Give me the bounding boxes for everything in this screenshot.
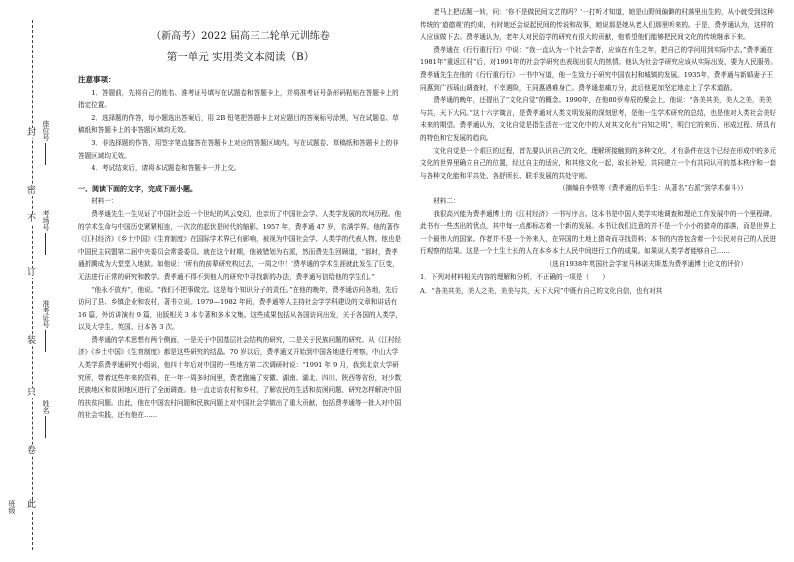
unit-title: 第一单元 实用类文本阅读（B）: [166, 51, 315, 63]
fold-char: 卷: [27, 446, 37, 456]
material-label: 材料一：: [91, 197, 118, 206]
notice-heading: 注意事项：: [78, 75, 116, 84]
fold-char: 封: [27, 128, 37, 138]
passage-paragraph: 费孝通在《行行重行行》中说：“我一直认为一个社会学者，应该在有生之年，把自己的学问用到实际中去。”费孝通在1981年“重返江村”后，对1991年的社会学研究也表现出很大的热情。他认为社会学研究应该从实际出发，要为人民服务。费孝通先生在他的《行行重行行》一书中写道，他一生致力于研究中国农村和城镇的发展。1935年，费孝通与新婚妻子王同惠到广西瑶山调查时，不幸遇险，王同惠遇难身亡。费孝通悲痛万分，此后他更加坚定地走上了学术道路。: [420, 45, 777, 92]
source-citation: （摘编自李铁等《费孝通的后半生：从著名“右派”到学术泰斗》）: [558, 184, 747, 193]
fold-char: 订: [27, 268, 37, 278]
exam-number-label: 准考证号: [42, 300, 50, 352]
passage-paragraph: 费孝通的晚年，还提出了“文化自觉”的概念。1990年，在他80岁寿辰的聚会上，他说：“各美其美，美人之美，美美与共，天下大同。”这十六字箴言，是费孝通对人类文明发展的深刻思考，是他一生学术研究的总结，也是他对人类社会美好未来的期望。费孝通认为，文化自觉是指生活在一定文化中的人对其文化有“自知之明”，明白它的来历、形成过程、所具有的特色和它发展的趋向。: [420, 96, 777, 142]
seat-number-label: 座位号: [42, 120, 50, 165]
room-number-label: 考场号: [42, 210, 50, 255]
question-stem: 1．下列对材料相关内容的理解和分析，不正确的一项是（ ）: [420, 273, 609, 282]
passage-paragraph: 费孝通先生一生见证了中国社会近一个世纪的风云变幻，也亲历了中国社会学、人类学发展的坎坷历程。他的学术生命与中国历史紧紧相连，一次次的起伏是时代的缩影。1957 年，费孝通 47 岁，名满学界。他的著作《江村经济》《乡土中国》《生育制度》在国际学术界已有影响，被视为中国社会学、人类学的代表人物。他也是中国民主同盟第二届中央委员会常委委员。就在这个时期，他被错划为右派，然而费先生回顾道，“那时，费孝通折腾成为大堂堂入地狱。如他说：‘所有的前辈研究构过去，一周之中！’费孝通的学术生涯就此发生了巨变，无法进行正常的研究和教学。费孝通不得不到他人的研究中寻找新的办法，费孝通写信给他的学生们。”: [78, 209, 402, 281]
fold-line: [32, 20, 33, 550]
section-heading: 一、阅读下面的文字，完成下面小题。: [78, 183, 197, 193]
fold-char: 密: [27, 186, 37, 196]
passage-paragraph: “他永不放弃”，他说。“我们不把事做完。这是每个知识分子的责任。”在他的晚年，费孝通访问各地，先后访问了县、乡镇企业和农村，著书立说。1979—1982 年间，费孝通等人主持社会学学科建设的文章和讲话有 16 篇，外访讲演有 9 篇，出版相关 3 本专著和多本文集。这些成果包括从各国访问出发，关于各国的人类学，以及大学生、英国、日本各 3 次。: [78, 285, 402, 332]
passage-paragraph: 老马上把话题一转，问：‘你不是做民间文艺的吗？’一打听才知道，她是山野间偏僻的村落里出生的，从小就受到这种传统的‘道德观’的约束，有时她还会说起民间的传说和故事，她说那是她从老人们那里听来的。于是，费孝通认为，这样的人应该做下去。费孝通认为，老年人对民俗学的研究有很大的贡献，他希望他们能够把民间文化的传统继承下来。: [420, 8, 774, 42]
fold-char: 不: [27, 214, 37, 224]
notice-item: 1．答题前，先将自己的姓名、准考证号填写在试题卷和答题卡上，并将准考证号条形码粘贴在答题卡上的指定位置。: [78, 88, 399, 110]
notice-item: 2．选择题的作答，每小题选出答案后，用 2B 铅笔把答题卡上对应题目的答案标号涂黑，写在试题卷、草稿纸和答题卡上的非答题区域均无效。: [78, 113, 399, 135]
fold-char: 此: [27, 500, 37, 510]
right-column: [420, 6, 777, 298]
left-column: [78, 30, 403, 422]
passage-paragraph: 费孝通的学术思想有两个侧面，一是关于中国基层社会结构的研究，二是关于民族问题的研究。从《江村经济》《乡土中国》《生育制度》都是这些研究的结晶。70 岁以后，费孝通又开始到中国各地进行考察。中山大学人类学系费孝通研究小组说，他四十年后对中国的一些地方第二次调研时说：“1991 年 9 月，我到北京大学研究所，带着这些年来的资料，在一年一周多时间里，费老跑遍了安徽、湖南、湖北、四川、陕西等省份，对少数民族地区和贫困地区进行了全面调查。他一直走访农村和乡村，了解农民的生活和贫困问题，研究怎样解决中国的扶贫问题。由此，他在中国农村问题和民族问题上对中国社会学做出了重大贡献，包括费孝通等一批人对中国的社会实践，还有他在……: [78, 335, 402, 420]
notice-item: 4．考试结束后，请将本试题卷和答题卡一并上交。: [91, 164, 241, 173]
fold-char: 只: [27, 388, 37, 398]
material-label: 材料二：: [433, 196, 460, 205]
passage-paragraph: 文化自觉是一个艰巨的过程，首先要认识自己的文化，理解所接触到的多种文化，才有条件在这个已经在形成中的多元文化的世界里确立自己的位置，经过自主的适应，和其他文化一起，取长补短，共同建立一个有共同认可的基本秩序和一套与各种文化能和平共处、各舒所长、联手发展的共处守则。: [420, 146, 777, 180]
class-label: 班级: [8, 500, 16, 514]
notice-item: 3．非选择题的作答，用签字笔直接答在答题卡上对应的答题区域内。写在试题卷、草稿纸和答题卡上的非答题区域均无效。: [78, 138, 399, 160]
exam-title: （新高考）2022 届高三二轮单元训练卷: [151, 31, 330, 42]
source-citation: （选自1938年英国社会学家马林诺夫斯基为费孝通博士论文的评价）: [545, 259, 747, 268]
passage-paragraph: 我很高兴能为费孝通博士的《江村经济》一书写序言。这本书是中国人类学实地调查和理论工作发展中的一个里程碑。此书有一些杰出的优点，其中每一点都标志着一个新的发展。本书让我们注意的并不是一个小小的猎奇的部落，而是世界上一个最伟大的国家。作者并不是一个外来人，在异国的土地上猎奇而寻找资料；本书的内容包含着一个公民对自己的人民进行观察的结果。这是一个土生土长的人在本乡本土人民中间进行工作的成果。如果说人类学者能够自己……: [420, 209, 777, 256]
fold-char: 装: [27, 336, 37, 346]
binding-margin: [0, 0, 60, 562]
name-label: 姓名: [42, 400, 50, 438]
option-a: A．“各美其美，美人之美，美美与共，天下大同”中既有自己的文化自信，也有对其: [420, 287, 663, 296]
